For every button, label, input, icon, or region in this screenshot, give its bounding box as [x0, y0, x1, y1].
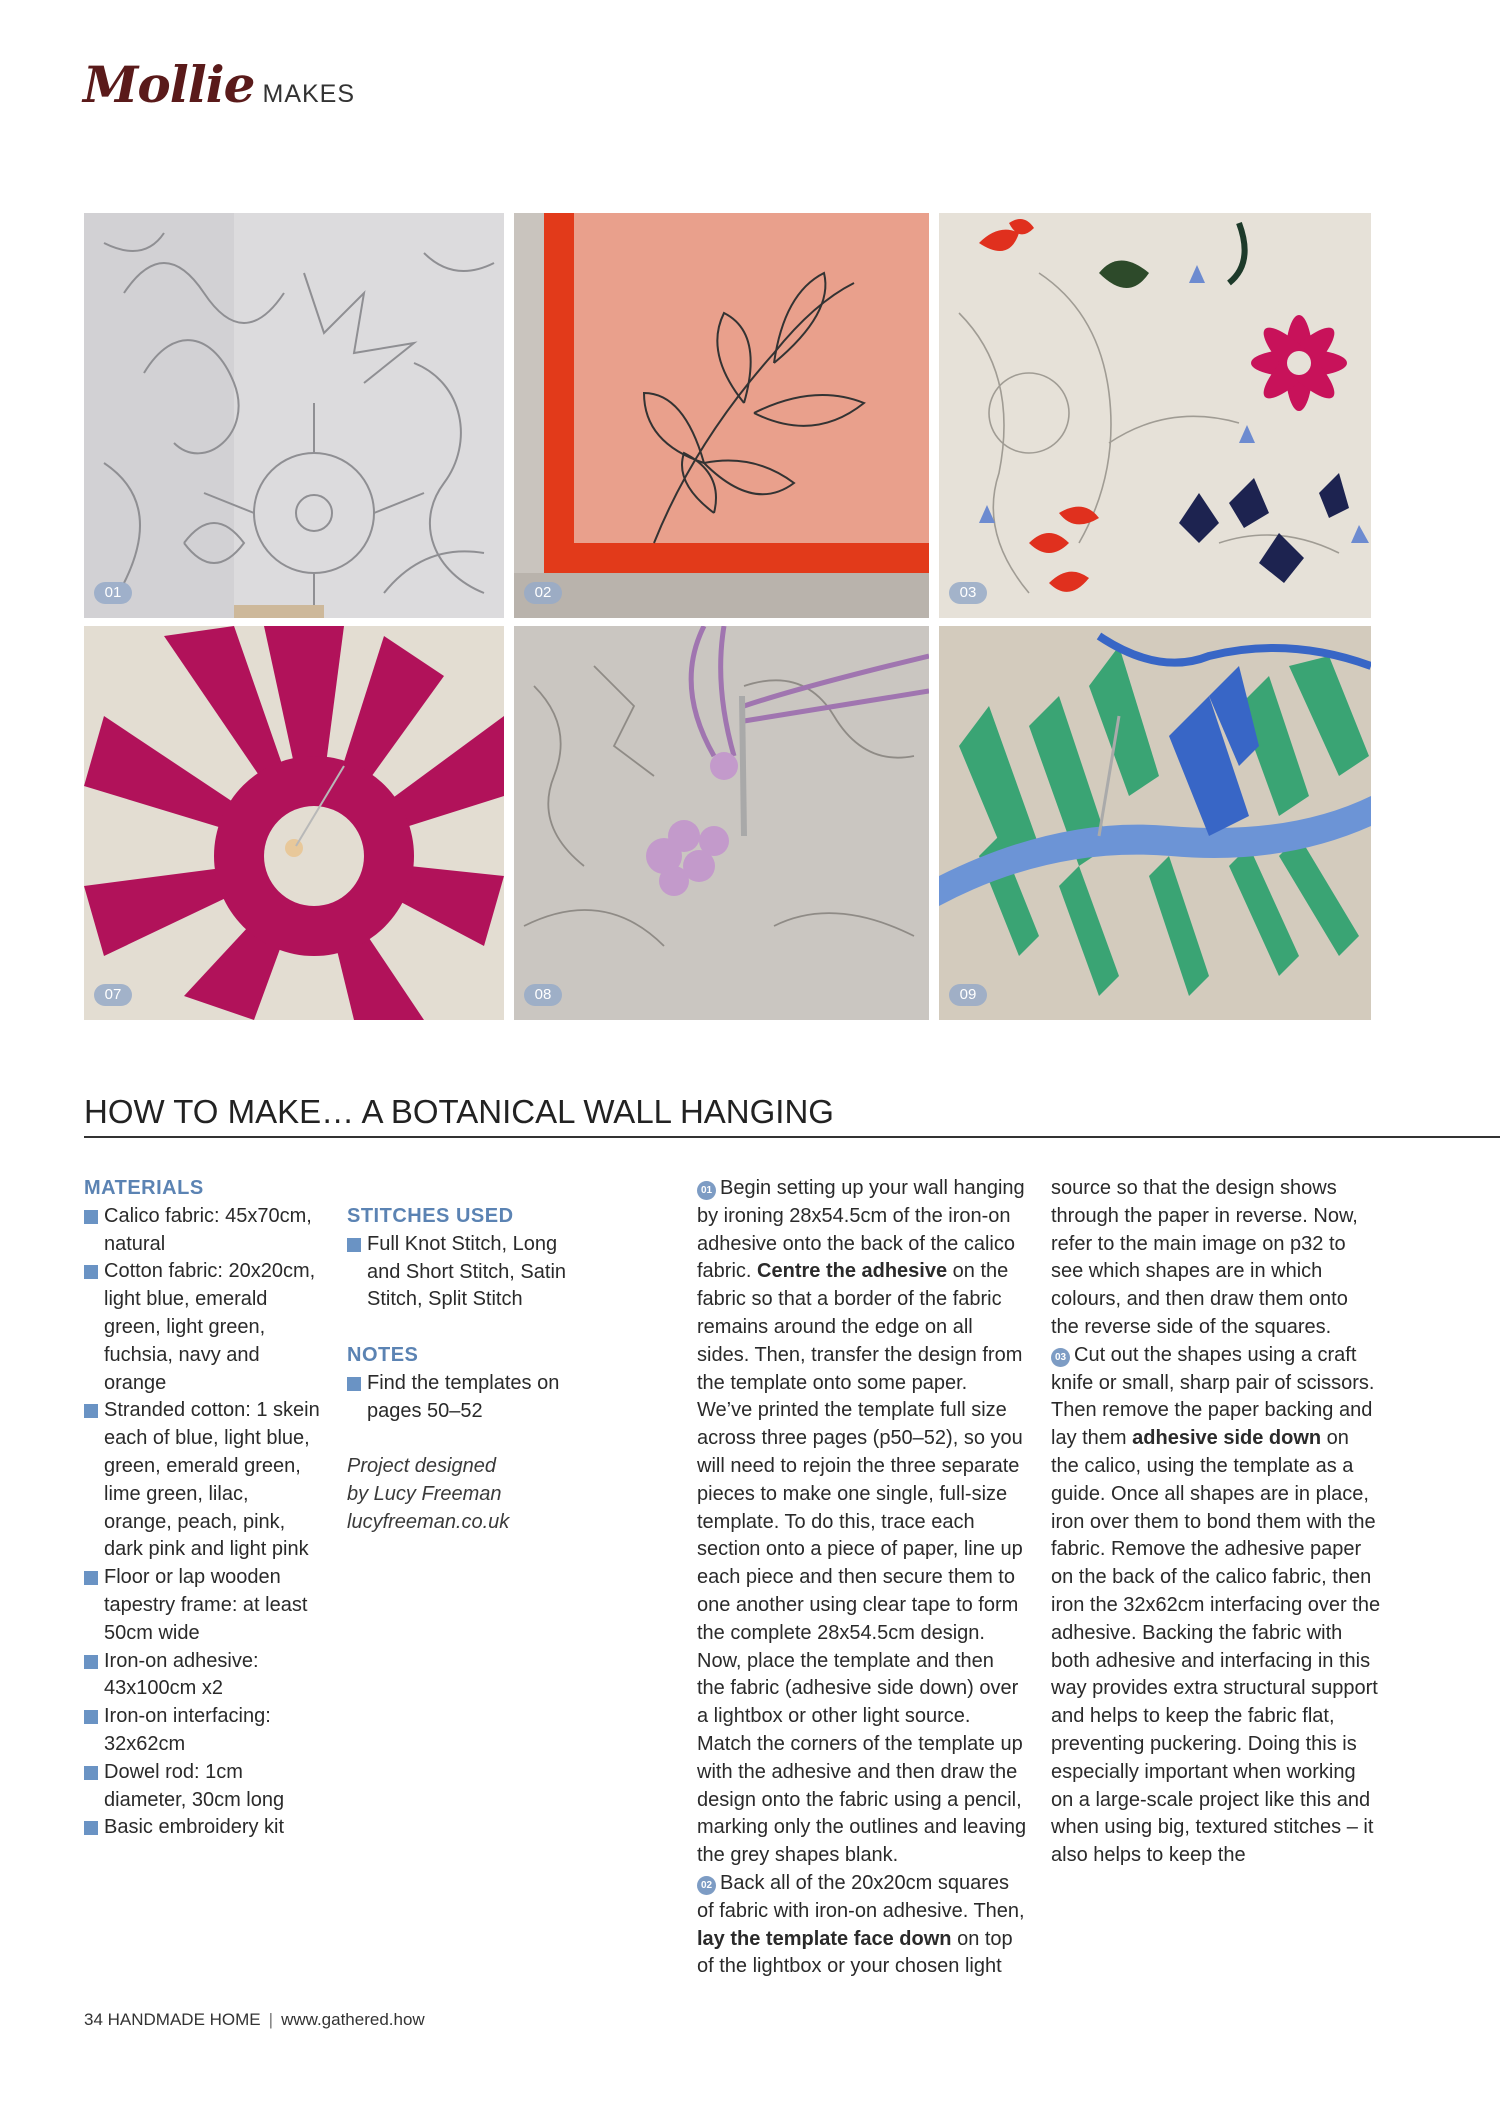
step-03-paragraph	[1051, 1342, 1381, 1870]
materials-list	[84, 1203, 320, 1842]
photo-07-image	[84, 626, 504, 1020]
notes-list	[347, 1370, 593, 1426]
photo-step-badge: 02	[524, 582, 562, 604]
footer-page-number: 34 HANDMADE HOME	[84, 2010, 261, 2029]
stitches-heading: STITCHES USED	[347, 1205, 514, 1227]
material-item	[84, 1759, 320, 1815]
photo-step-09	[939, 626, 1371, 1020]
material-item	[84, 1258, 320, 1397]
step-emphasis: adhesive side down	[1132, 1427, 1322, 1450]
masthead	[83, 55, 355, 114]
designer-credit	[347, 1453, 593, 1536]
step-text: Cut out the shapes using a craft knife or small, sharp pair of scissors. Then remove the paper backing and lay them	[1051, 1343, 1375, 1450]
material-item	[84, 1203, 320, 1259]
material-item-text: Dowel rod: 1cm diameter, 30cm long	[104, 1760, 285, 1811]
step-text: on the fabric so that a border of the fabric remains around the edge on all sides. Then, transfer the design from the template onto some paper. We’ve printed the template full size across three pages (p50–52), so you will need to rejoin the three separate pieces to make one single, full-size template. To do this, trace each section onto a piece of paper, line up each piece and then secure them to one another using clear tape to form the complete 28x54.5cm design. Now, place the template and then the fabric (adhesive side down) over a lightbox or other light source. Match the corners of the template up with the adhesive and then draw the design onto the fabric using a pencil, marking only the outlines and leaving the grey shapes blank.	[697, 1260, 1027, 1867]
material-item-text: Iron-on interfacing: 32x62cm	[104, 1705, 271, 1755]
bullet-square-icon	[84, 1821, 98, 1835]
credit-website: lucyfreeman.co.uk	[347, 1510, 510, 1533]
bullet-square-icon	[84, 1766, 98, 1780]
photo-02-image	[514, 213, 929, 618]
photo-step-01	[84, 213, 504, 618]
section-title: HOW TO MAKE… A BOTANICAL WALL HANGING	[84, 1093, 834, 1130]
materials-column	[84, 1175, 320, 1842]
stitches-list	[347, 1231, 593, 1314]
bullet-square-icon	[84, 1571, 98, 1585]
stitches-notes-column	[347, 1203, 593, 1537]
step-text: Begin setting up your wall hanging by ironing 28x54.5cm of the iron-on adhesive onto the back of the calico fabric.	[697, 1177, 1025, 1283]
step-01-paragraph	[697, 1175, 1027, 1870]
step-text: on the calico, using the template as a guide. Once all shapes are in place, iron over them to bond them with the fabric. Remove the adhesive paper on the back of the calico fabric, then iron the 32x62cm interfacing over the adhesive. Backing the fabric with both adhesive and interfacing in this way provides extra structural support and helps to keep the fabric flat, preventing puckering. Doing this is especially important when working on a large-scale project like this and when using big, textured stitches – it also helps to keep the	[1051, 1427, 1381, 1867]
bullet-square-icon	[84, 1710, 98, 1724]
instructions-column-1	[697, 1175, 1381, 1987]
material-item-text: Stranded cotton: 1 skein each of blue, light blue, green, emerald green, lime green, lilac, orange, peach, pink, dark pink and light pink	[104, 1399, 320, 1561]
title-rule	[84, 1136, 1500, 1138]
photo-step-badge: 08	[524, 984, 562, 1006]
footer-separator: |	[268, 2010, 274, 2029]
photo-step-03	[939, 213, 1371, 618]
photo-step-badge: 03	[949, 582, 987, 604]
photo-08-image	[514, 626, 929, 1020]
bullet-square-icon	[84, 1265, 98, 1279]
bullet-square-icon	[347, 1377, 361, 1391]
photo-step-02	[514, 213, 929, 618]
credit-line: Project designed	[347, 1455, 496, 1478]
material-item	[84, 1397, 320, 1564]
materials-heading: MATERIALS	[84, 1177, 204, 1199]
step-number-badge: 01	[697, 1181, 716, 1200]
step-number-badge: 03	[1051, 1348, 1070, 1367]
bullet-square-icon	[84, 1655, 98, 1669]
step-emphasis: lay the template face down	[697, 1927, 952, 1950]
bullet-square-icon	[347, 1238, 361, 1252]
photo-step-badge: 09	[949, 984, 987, 1006]
material-item-text: Basic embroidery kit	[104, 1816, 285, 1839]
material-item	[84, 1703, 320, 1759]
material-item	[84, 1814, 320, 1842]
material-item-text: Cotton fabric: 20x20cm, light blue, emerald green, light green, fuchsia, navy and orange	[104, 1260, 316, 1394]
material-item-text: Iron-on adhesive: 43x100cm x2	[104, 1649, 259, 1700]
note-item-text: Find the templates on pages 50–52	[367, 1371, 560, 1422]
photo-09-image	[939, 626, 1371, 1020]
masthead-logo-makes: MAKES	[262, 80, 356, 108]
photo-step-badge: 01	[94, 582, 132, 604]
photo-01-image	[84, 213, 504, 618]
stitch-item	[347, 1231, 593, 1314]
notes-heading: NOTES	[347, 1343, 419, 1366]
footer-url: www.gathered.how	[281, 2010, 425, 2029]
photo-step-07	[84, 626, 504, 1020]
material-item	[84, 1648, 320, 1704]
material-item-text: Calico fabric: 45x70cm, natural	[104, 1204, 312, 1255]
step-number-badge: 02	[697, 1876, 716, 1895]
credit-line: by Lucy Freeman	[347, 1482, 502, 1505]
step-text: on top of the lightbox or your chosen light source so that the design shows through the paper in reverse. Now, refer to the main image on p32 to see which shapes are in which colours, and then draw them onto the reverse side of the squares.	[697, 1177, 1358, 1978]
masthead-logo-script: Mollie	[83, 55, 255, 114]
photo-step-badge: 07	[94, 984, 132, 1006]
step-emphasis: Centre the adhesive	[757, 1260, 948, 1283]
note-item	[347, 1370, 593, 1426]
stitch-item-text: Full Knot Stitch, Long and Short Stitch, Satin Stitch, Split Stitch	[367, 1232, 567, 1311]
page-footer	[84, 2010, 425, 2030]
bullet-square-icon	[84, 1404, 98, 1418]
photo-03-image	[939, 213, 1371, 618]
photo-step-08	[514, 626, 929, 1020]
step-text: Back all of the 20x20cm squares of fabric with iron-on adhesive. Then,	[697, 1871, 1025, 1922]
bullet-square-icon	[84, 1210, 98, 1224]
material-item	[84, 1564, 320, 1647]
material-item-text: Floor or lap wooden tapestry frame: at least 50cm wide	[104, 1566, 308, 1644]
